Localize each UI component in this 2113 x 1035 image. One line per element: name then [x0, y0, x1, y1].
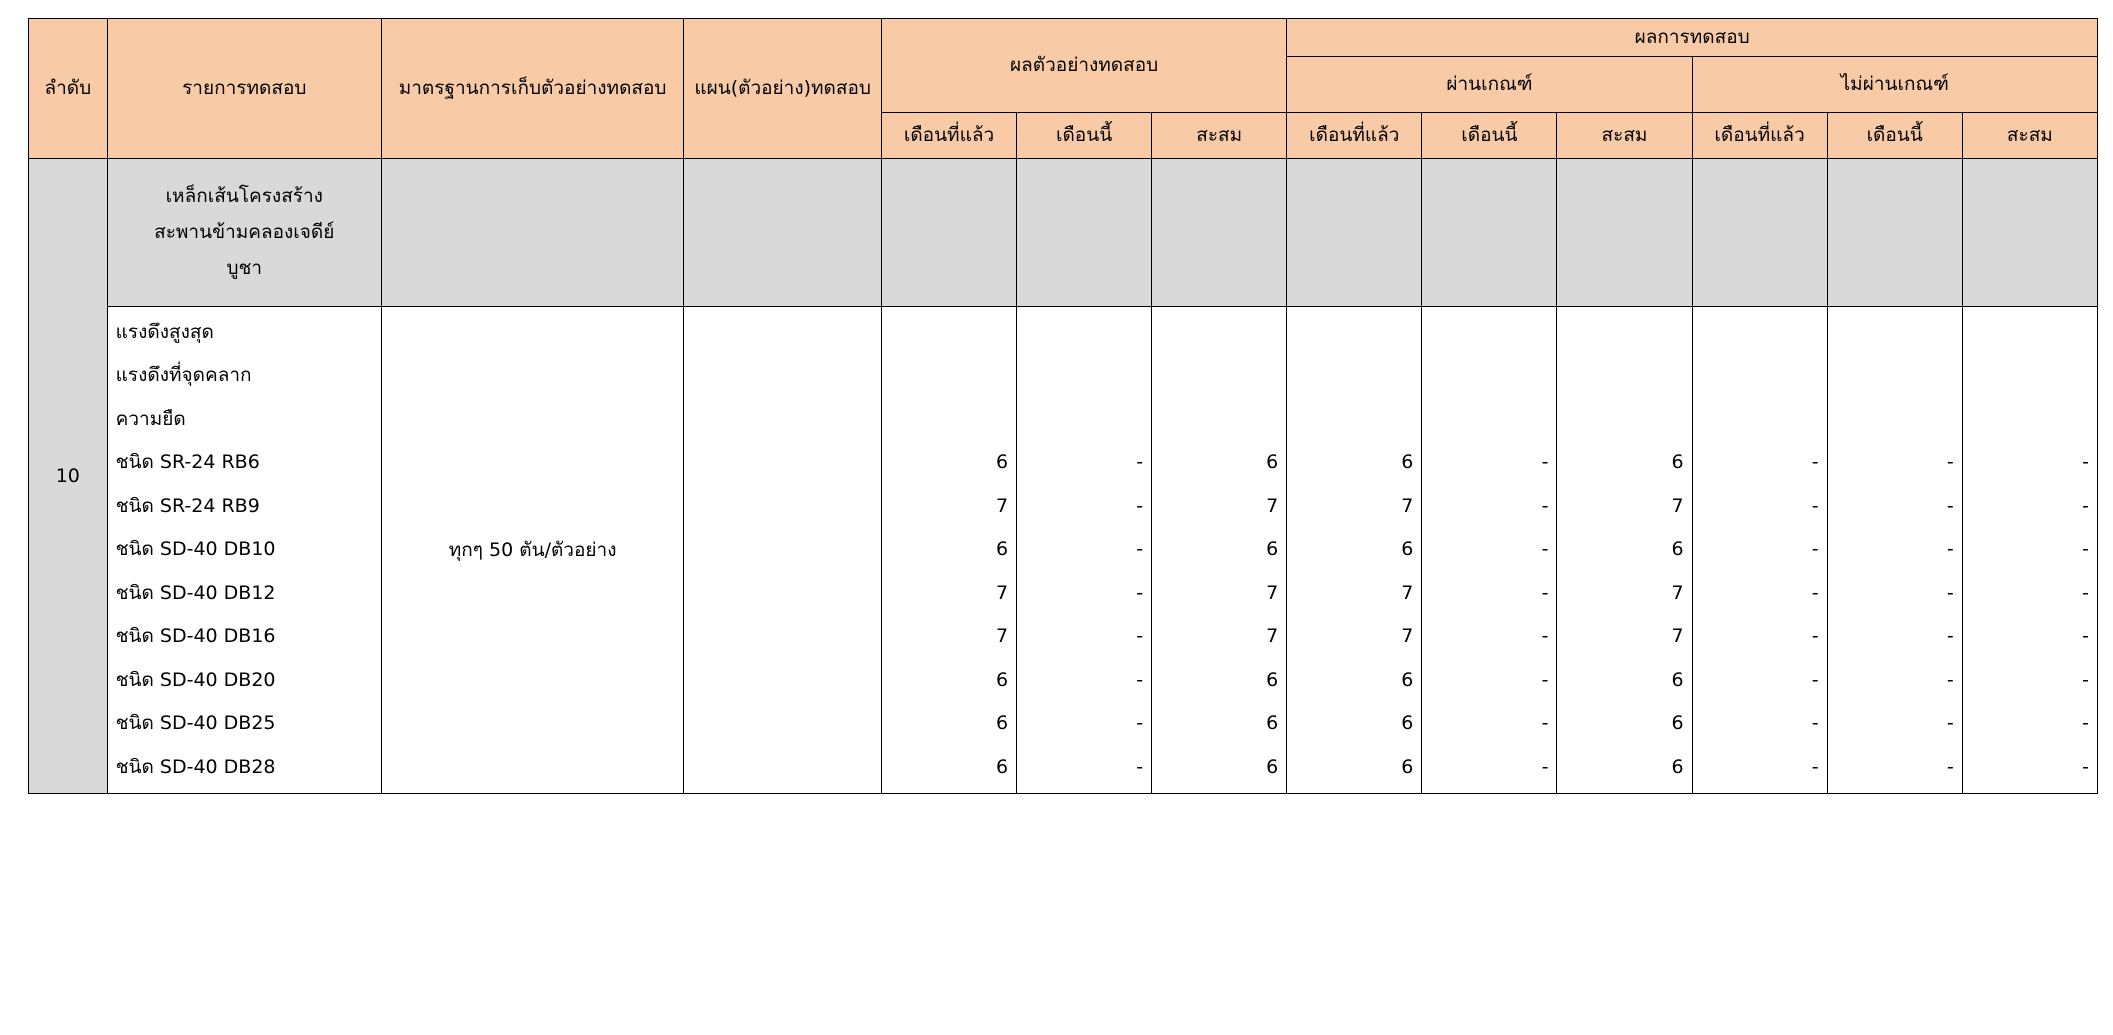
header-plan: แผน(ตัวอย่าง)ทดสอบ	[684, 19, 882, 159]
value: -	[1811, 451, 1819, 473]
value: -	[1541, 668, 1549, 691]
value: 6	[1266, 451, 1279, 473]
value: 6	[1266, 668, 1279, 691]
table-header	[29, 19, 2098, 159]
value: 6	[1671, 755, 1684, 778]
value: -	[2082, 712, 2089, 734]
group-fail-cumulative	[1962, 158, 2097, 306]
group-fail-this-month	[1827, 158, 1962, 306]
value: -	[1136, 451, 1144, 473]
value	[1295, 311, 1413, 355]
header-fail-cumulative: สะสม	[1962, 112, 2097, 158]
table-row-data	[29, 306, 2098, 794]
header-pass: ผ่านเกณฑ์	[1287, 56, 1692, 112]
value: -	[1811, 625, 1819, 647]
header-sample-cumulative: สะสม	[1152, 112, 1287, 158]
value: 7	[995, 625, 1009, 647]
value: 7	[1401, 625, 1414, 647]
group-fail-last-month	[1692, 158, 1827, 306]
value: 7	[995, 494, 1009, 517]
value: -	[1541, 451, 1549, 473]
value: -	[1136, 712, 1144, 734]
fail-last-month-cell	[1692, 306, 1827, 794]
value: -	[2082, 494, 2089, 517]
pass-last-month-cell	[1287, 306, 1422, 794]
group-standard-cell	[381, 158, 683, 306]
value	[1836, 311, 1954, 355]
value	[1971, 354, 2089, 398]
value: -	[2082, 668, 2089, 691]
list-item: ชนิด SD-40 DB16	[115, 625, 276, 647]
value: 7	[1671, 494, 1684, 517]
value: -	[1541, 625, 1549, 647]
header-test-item: รายการทดสอบ	[107, 19, 381, 159]
value: -	[1136, 494, 1144, 517]
value	[1295, 398, 1413, 442]
value	[1565, 398, 1683, 442]
value	[1430, 354, 1548, 398]
fail-this-month-cell	[1827, 306, 1962, 794]
value	[890, 311, 1008, 355]
header-sampling-standard: มาตรฐานการเก็บตัวอย่างทดสอบ	[381, 19, 683, 159]
value: -	[1811, 581, 1819, 604]
value	[1025, 398, 1143, 442]
list-item: ชนิด SD-40 DB25	[115, 712, 276, 734]
value: -	[1541, 755, 1549, 778]
table-row-group-title	[29, 158, 2098, 306]
group-sample-cumulative	[1152, 158, 1287, 306]
value	[1025, 354, 1143, 398]
value	[1160, 398, 1278, 442]
value	[1430, 311, 1548, 355]
value: -	[1946, 625, 1954, 647]
list-item: ชนิด SR-24 RB6	[115, 451, 260, 473]
header-pass-cumulative: สะสม	[1557, 112, 1692, 158]
value	[1836, 354, 1954, 398]
value: 7	[995, 581, 1009, 604]
value: 6	[995, 755, 1009, 778]
value: -	[1946, 538, 1954, 560]
value: 7	[1401, 494, 1414, 517]
list-item: ชนิด SD-40 DB12	[115, 581, 276, 604]
list-item: ความยืด	[115, 407, 186, 430]
pass-cumulative-cell	[1557, 306, 1692, 794]
sampling-standard-cell: ทุกๆ 50 ตัน/ตัวอย่าง	[381, 306, 683, 794]
value: -	[1136, 538, 1144, 560]
test-item-cell	[107, 306, 381, 794]
value: -	[1136, 625, 1144, 647]
value: -	[1946, 712, 1954, 734]
header-no: ลำดับ	[29, 19, 108, 159]
value: 6	[995, 451, 1009, 473]
value	[1565, 354, 1683, 398]
value: -	[1136, 668, 1144, 691]
value: 6	[995, 668, 1009, 691]
group-title-line: บูชา	[226, 257, 263, 280]
group-pass-last-month	[1287, 158, 1422, 306]
value: 6	[1401, 755, 1414, 778]
value: -	[1946, 755, 1954, 778]
value	[1160, 354, 1278, 398]
group-sample-last-month	[881, 158, 1016, 306]
group-title-cell	[107, 158, 381, 306]
list-item: แรงดึงที่จุดคลาก	[115, 364, 252, 386]
value: 6	[1671, 712, 1684, 734]
value: -	[2082, 538, 2089, 560]
value: -	[2082, 755, 2089, 778]
row-number: 10	[29, 158, 108, 794]
fail-cumulative-cell	[1962, 306, 2097, 794]
plan-cell	[684, 306, 882, 794]
value: 6	[995, 712, 1009, 734]
value	[1565, 311, 1683, 355]
value: 6	[1401, 668, 1414, 691]
value: -	[2082, 625, 2089, 647]
value: 6	[1401, 712, 1414, 734]
value	[1295, 354, 1413, 398]
list-item: ชนิด SD-40 DB10	[115, 538, 276, 560]
value: 7	[1266, 581, 1279, 604]
group-pass-this-month	[1422, 158, 1557, 306]
value	[1701, 354, 1819, 398]
header-sample-this-month: เดือนนี้	[1017, 112, 1152, 158]
value	[1430, 398, 1548, 442]
value: -	[1811, 538, 1819, 560]
value: 6	[1266, 755, 1279, 778]
value: -	[2082, 451, 2089, 473]
value: 7	[1671, 625, 1684, 647]
value: -	[1946, 451, 1954, 473]
header-fail-this-month: เดือนนี้	[1827, 112, 1962, 158]
header-fail: ไม่ผ่านเกณฑ์	[1692, 56, 2097, 112]
value	[1025, 311, 1143, 355]
header-sample-last-month: เดือนที่แล้ว	[881, 112, 1016, 158]
group-plan-cell	[684, 158, 882, 306]
list-item: ชนิด SD-40 DB28	[115, 755, 276, 778]
value: 7	[1401, 581, 1414, 604]
value	[890, 354, 1008, 398]
pass-this-month-cell	[1422, 306, 1557, 794]
value: -	[2082, 581, 2089, 604]
value: -	[1541, 581, 1549, 604]
value: -	[1541, 712, 1549, 734]
value: 7	[1266, 625, 1279, 647]
sample-this-month-cell	[1017, 306, 1152, 794]
value: 6	[1401, 451, 1414, 473]
value	[1971, 398, 2089, 442]
value: -	[1541, 538, 1549, 560]
value: -	[1946, 668, 1954, 691]
value: 6	[1266, 712, 1279, 734]
group-sample-this-month	[1017, 158, 1152, 306]
list-item: ชนิด SR-24 RB9	[115, 494, 260, 517]
value: -	[1946, 494, 1954, 517]
value: -	[1811, 755, 1819, 778]
header-test-result: ผลการทดสอบ	[1287, 19, 2098, 57]
list-item: แรงดึงสูงสุด	[115, 320, 214, 343]
value: 6	[1671, 668, 1684, 691]
value	[890, 398, 1008, 442]
sample-last-month-cell	[881, 306, 1016, 794]
header-pass-last-month: เดือนที่แล้ว	[1287, 112, 1422, 158]
value: -	[1541, 494, 1549, 517]
value: 6	[1671, 538, 1684, 560]
value	[1701, 311, 1819, 355]
header-pass-this-month: เดือนนี้	[1422, 112, 1557, 158]
group-title-line: เหล็กเส้นโครงสร้าง	[165, 184, 323, 207]
value	[1836, 398, 1954, 442]
value: -	[1136, 581, 1144, 604]
sample-cumulative-cell	[1152, 306, 1287, 794]
group-title-line: สะพานข้ามคลองเจดีย์	[154, 220, 335, 243]
value: 7	[1671, 581, 1684, 604]
value: 6	[1266, 538, 1279, 560]
value: 7	[1266, 494, 1279, 517]
test-results-table	[28, 18, 2098, 794]
group-pass-cumulative	[1557, 158, 1692, 306]
value: 6	[1401, 538, 1414, 560]
value	[1701, 398, 1819, 442]
value: -	[1946, 581, 1954, 604]
header-sample-result: ผลตัวอย่างทดสอบ	[881, 19, 1286, 113]
value: 6	[1671, 451, 1684, 473]
value: -	[1136, 755, 1144, 778]
value: -	[1811, 494, 1819, 517]
value: 6	[995, 538, 1009, 560]
header-fail-last-month: เดือนที่แล้ว	[1692, 112, 1827, 158]
table-body	[29, 158, 2098, 794]
value	[1971, 311, 2089, 355]
value: -	[1811, 668, 1819, 691]
value	[1160, 311, 1278, 355]
list-item: ชนิด SD-40 DB20	[115, 668, 276, 691]
header-row-1	[29, 19, 2098, 57]
value: -	[1811, 712, 1819, 734]
